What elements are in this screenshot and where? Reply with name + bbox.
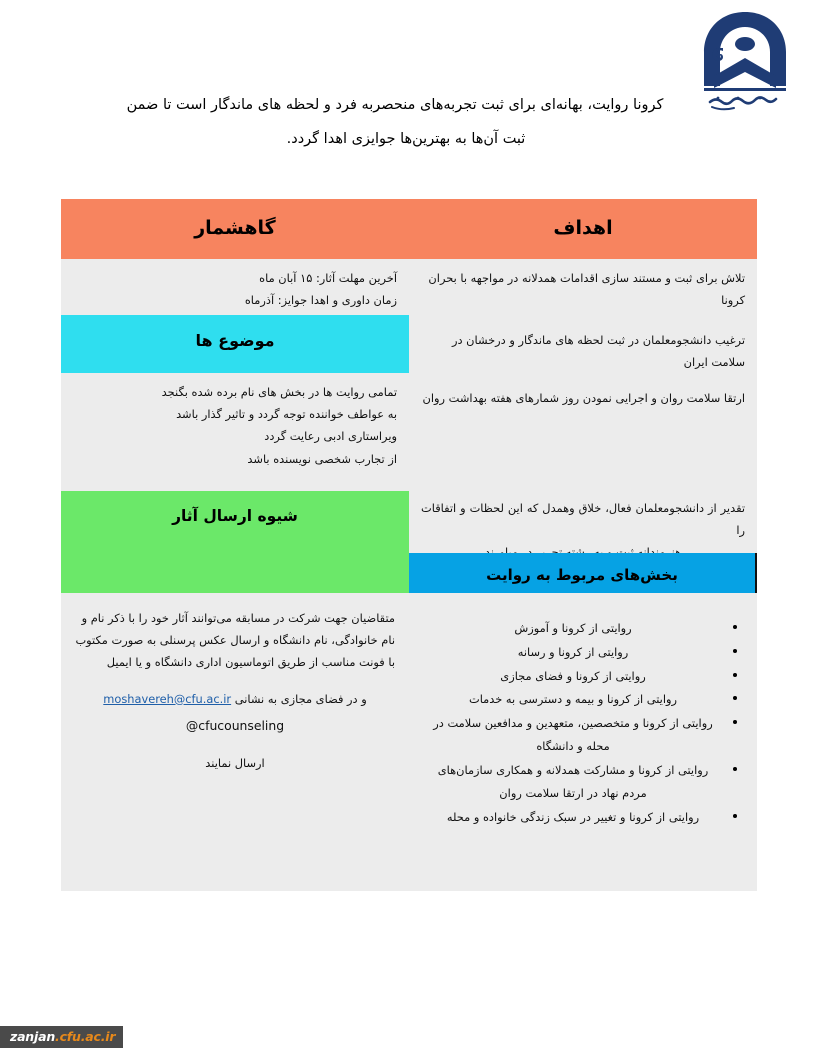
section-item-2: روایتی از کرونا و رسانه <box>517 644 629 659</box>
section-item-7: روایتی از کرونا و تغییر در سبک زندگی خانواده و محله <box>446 809 700 824</box>
topic-item-4: از تجارب شخصی نویسنده باشد <box>247 451 397 466</box>
intro-line-1: کرونا روایت، بهانه‌ای برای ثبت تجربه‌های منحصربه فرد و لحظه های ماندگار است تا ضمن <box>126 97 664 113</box>
topic-item-3: ویراستاری ادبی رعایت گردد <box>264 429 397 444</box>
topic-item-2: به عواطف خواننده توجه گردد و تاثیر گذار باشد <box>176 407 397 422</box>
sections-bullet-list <box>419 617 747 828</box>
bullet-dot-icon <box>733 696 737 700</box>
bullet-dot-icon <box>733 649 737 653</box>
board-row-headers <box>61 199 757 259</box>
board-row-3 <box>61 373 757 491</box>
submission-line-3: با فونت مناسب از طریق اتوماسیون اداری دانشگاه و یا ایمیل <box>106 655 395 670</box>
board-row-2 <box>61 315 757 373</box>
list-item <box>425 665 721 688</box>
sections-list-cell <box>409 593 757 891</box>
section-item-5: روایتی از کرونا و متخصصین، متعهدین و مدافعین سلامت در محله و دانشگاه <box>433 716 713 754</box>
submission-closing: ارسال نمایند <box>205 756 265 771</box>
board-row-5 <box>61 553 757 593</box>
watermark-domain: .cfu.ac.ir <box>55 1029 116 1044</box>
bullet-dot-icon <box>733 720 737 724</box>
list-item <box>425 688 721 711</box>
goal-item-3: ارتقا سلامت روان و اجرایی نمودن روز شمارهای هفته بهداشت روان <box>409 373 757 491</box>
site-watermark <box>0 1026 123 1048</box>
submission-header-spacer <box>61 553 409 593</box>
board-row-6 <box>61 593 757 891</box>
content-board <box>61 199 757 891</box>
bullet-dot-icon <box>733 814 737 818</box>
goal-item-1: تلاش برای ثبت و مستند سازی اقدامات همدلانه در مواجهه با بحران کرونا <box>409 259 757 315</box>
section-item-3: روایتی از کرونا و فضای مجازی <box>500 668 646 683</box>
submission-email-line <box>75 674 395 712</box>
header-sections: بخش‌های مربوط به روایت <box>409 553 757 593</box>
submission-email-prefix: و در فضای مجازی به نشانی <box>234 691 367 706</box>
submission-line-2: نام خانوادگی، نام دانشگاه و ارسال عکس پرسنلی به صورت مکتوب <box>75 633 395 648</box>
section-item-1: روایتی از کرونا و آموزش <box>514 621 632 635</box>
bullet-dot-icon <box>733 767 737 771</box>
bullet-dot-icon <box>733 673 737 677</box>
list-item <box>425 712 721 758</box>
submission-line-1: متقاضیان جهت شرکت در مسابقه می‌توانند آثار خود را با ذکر نام و <box>81 611 395 625</box>
topics-list <box>61 373 409 491</box>
header-submission: شیوه ارسال آثار <box>61 491 409 553</box>
submission-email-link[interactable]: moshavereh@cfu.ac.ir <box>103 691 232 706</box>
header-calendar: گاهشمار <box>61 199 409 259</box>
board-row-1 <box>61 259 757 315</box>
calendar-list <box>61 259 409 315</box>
goal-item-4 <box>409 491 757 553</box>
bullet-dot-icon <box>733 625 737 629</box>
list-item <box>425 617 721 640</box>
board-row-4 <box>61 491 757 553</box>
intro-paragraph <box>56 88 756 156</box>
list-item <box>425 641 721 664</box>
header-topics: موضوع ها <box>61 315 409 373</box>
topic-item-1: تمامی روایت ها در بخش های نام برده شده بگنجد <box>161 385 397 399</box>
goal-item-2: ترغیب دانشجومعلمان در ثبت لحظه های ماندگار و درخشان در سلامت ایران <box>409 315 757 373</box>
calendar-item-2: زمان داوری و اهدا جوایز: آذرماه <box>244 293 397 308</box>
list-item <box>425 806 721 829</box>
submission-social-handle: @cfucounseling <box>185 717 285 733</box>
list-item <box>425 759 721 805</box>
calendar-item-1: آخرین مهلت آثار: ۱۵ آبان ماه <box>259 271 397 285</box>
intro-line-2: ثبت آن‌ها به بهترین‌ها جوایزی اهدا گردد. <box>286 131 526 148</box>
goal-item-4-line-1: تقدیر از دانشجومعلمان فعال، خلاق وهمدل که این لحظات و اتفاقات را <box>421 501 745 538</box>
section-item-6: روایتی از کرونا و مشارکت همدلانه و همکاری سازمان‌های مردم نهاد در ارتقا سلامت روان <box>437 762 709 800</box>
section-item-4: روایتی از کرونا و بیمه و دسترسی به خدمات <box>468 692 678 707</box>
submission-instructions <box>61 593 409 891</box>
watermark-site-name: zanjan <box>10 1029 56 1044</box>
header-goals: اهداف <box>409 199 757 259</box>
